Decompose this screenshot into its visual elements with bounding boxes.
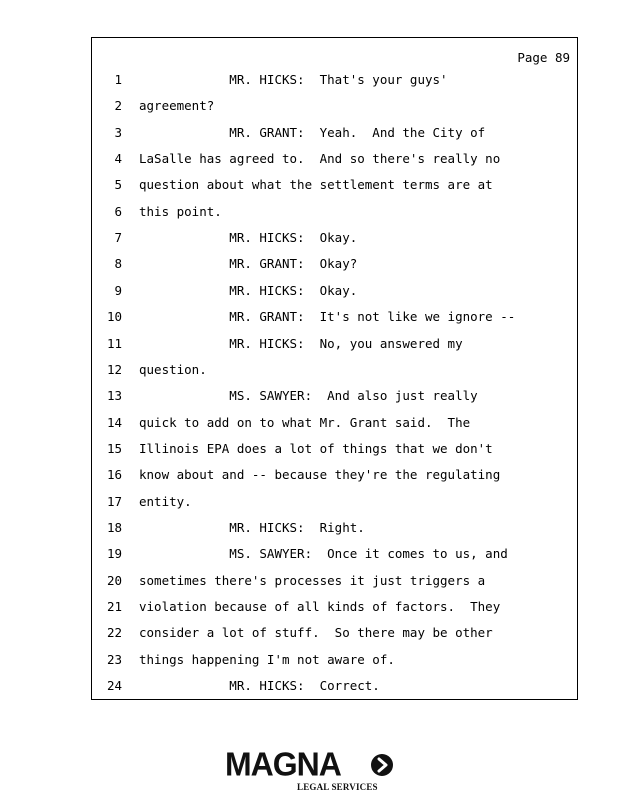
line-number: 19 xyxy=(106,546,122,562)
line-number: 2 xyxy=(114,98,122,114)
transcript-line xyxy=(92,336,577,356)
line-text: question about what the settlement terms are at xyxy=(139,177,493,193)
line-number: 8 xyxy=(114,256,122,272)
transcript-line xyxy=(92,283,577,303)
line-number: 14 xyxy=(106,414,122,430)
line-number: 3 xyxy=(114,124,122,140)
line-text: MR. GRANT: Okay? xyxy=(139,256,358,272)
line-text: MR. HICKS: Right. xyxy=(139,519,365,535)
line-text: Illinois EPA does a lot of things that we don't xyxy=(139,440,493,456)
transcript-line xyxy=(92,125,577,145)
line-text: MR. HICKS: That's your guys' xyxy=(139,72,448,87)
line-number: 23 xyxy=(106,651,122,667)
line-number: 4 xyxy=(114,151,122,167)
line-text: things happening I'm not aware of. xyxy=(139,651,395,667)
line-text: this point. xyxy=(139,203,222,219)
line-number: 11 xyxy=(106,335,122,351)
line-text: MR. GRANT: It's not like we ignore -- xyxy=(139,309,516,325)
line-number: 6 xyxy=(114,203,122,219)
transcript-line xyxy=(92,625,577,645)
line-number: 20 xyxy=(106,572,122,588)
transcript-line xyxy=(92,546,577,566)
transcript-line xyxy=(92,388,577,408)
line-text: LaSalle has agreed to. And so there's really no xyxy=(139,151,501,167)
transcript-line xyxy=(92,230,577,250)
line-number: 12 xyxy=(106,361,122,377)
line-number: 7 xyxy=(114,230,122,246)
line-text: agreement? xyxy=(139,98,215,114)
transcript-line xyxy=(92,415,577,435)
line-text: quick to add on to what Mr. Grant said. The xyxy=(139,414,471,430)
line-text: consider a lot of stuff. So there may be other xyxy=(139,625,493,641)
transcript-line xyxy=(92,494,577,514)
line-number: 24 xyxy=(106,678,122,694)
line-text: sometimes there's processes it just triggers a xyxy=(139,572,486,588)
line-text: MR. HICKS: No, you answered my xyxy=(139,335,463,351)
transcript-line xyxy=(92,441,577,461)
line-text: MS. SAWYER: And also just really xyxy=(139,388,478,404)
transcript-line xyxy=(92,98,577,118)
line-text: entity. xyxy=(139,493,192,509)
line-number: 17 xyxy=(106,493,122,509)
magna-logo xyxy=(225,746,395,794)
line-text: MS. SAWYER: Once it comes to us, and xyxy=(139,546,508,562)
transcript-line xyxy=(92,573,577,593)
line-number: 1 xyxy=(114,72,122,87)
line-number: 15 xyxy=(106,440,122,456)
line-text: question. xyxy=(139,361,207,377)
transcript-line xyxy=(92,72,577,92)
line-number: 5 xyxy=(114,177,122,193)
transcript-line xyxy=(92,678,577,698)
transcript-line xyxy=(92,599,577,619)
line-number: 21 xyxy=(106,599,122,614)
line-text: MR. HICKS: Correct. xyxy=(139,678,380,694)
line-text: know about and -- because they're the regulating xyxy=(139,467,501,483)
transcript-line xyxy=(92,467,577,487)
line-number: 18 xyxy=(106,519,122,535)
transcript-line xyxy=(92,362,577,382)
line-text: MR. HICKS: Okay. xyxy=(139,230,358,246)
transcript-page xyxy=(91,37,578,700)
transcript-line xyxy=(92,309,577,329)
line-number: 10 xyxy=(106,309,122,325)
line-text: violation because of all kinds of factors. They xyxy=(139,599,501,614)
logo-subtitle: LEGAL SERVICES xyxy=(297,782,378,792)
line-text: MR. GRANT: Yeah. And the City of xyxy=(139,124,486,140)
line-text: MR. HICKS: Okay. xyxy=(139,282,358,298)
transcript-line xyxy=(92,177,577,197)
line-number: 16 xyxy=(106,467,122,483)
transcript-line xyxy=(92,204,577,224)
transcript-line xyxy=(92,151,577,171)
chevron-circle-icon xyxy=(370,753,394,777)
transcript-line xyxy=(92,652,577,672)
transcript-line xyxy=(92,256,577,276)
line-number: 13 xyxy=(106,388,122,404)
line-number: 9 xyxy=(114,282,122,298)
logo-wordmark: MAGNA xyxy=(225,745,341,783)
page-number: Page 89 xyxy=(517,50,570,65)
transcript-line xyxy=(92,520,577,540)
line-number: 22 xyxy=(106,625,122,641)
